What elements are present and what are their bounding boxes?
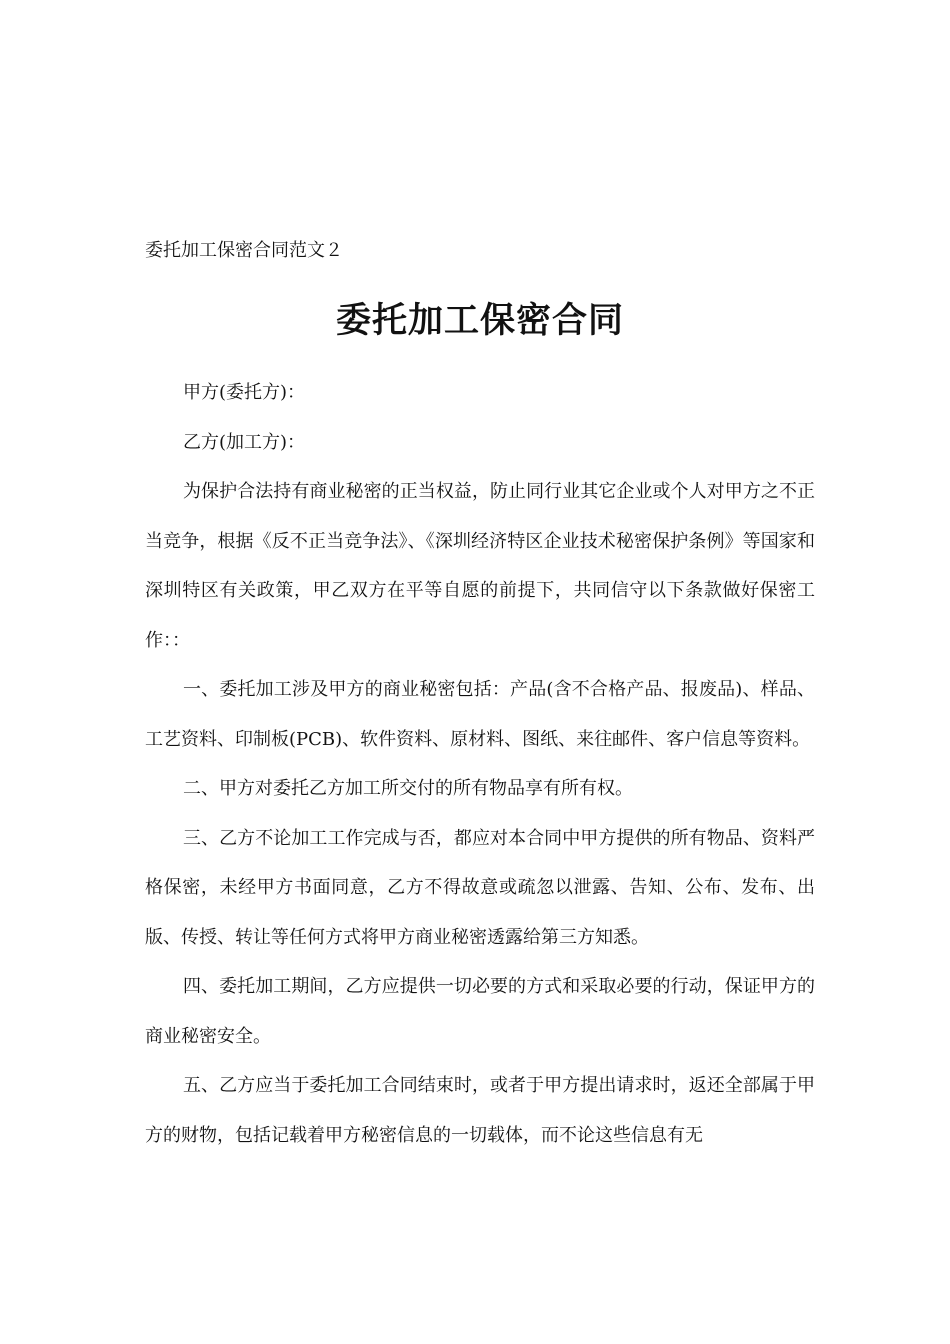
document-title: 委托加工保密合同 — [335, 300, 624, 341]
clause-1-paragraph: 一、委托加工涉及甲方的商业秘密包括：产品(含不合格产品、报废品)、样品、工艺资料、印制板(PCB)、软件资料、原材料、图纸、来往邮件、客户信息等资料。 — [145, 679, 815, 750]
party-a-line: 甲方(委托方)： — [183, 382, 306, 403]
party-b-line: 乙方(加工方)： — [183, 431, 306, 453]
preamble-paragraph: 为保护合法持有商业秘密的正当权益，防止同行业其它企业或个人对甲方之不正当竞争，根据《反不正当竞争法》、《深圳经济特区企业技术秘密保护条例》等国家和深圳特区有关政策，甲乙双方在平等自愿的前提下，共同信守以下条款做好保密工作：： — [145, 481, 815, 651]
clause-4-paragraph: 四、委托加工期间，乙方应提供一切必要的方式和采取必要的行动，保证甲方的商业秘密安全。 — [145, 976, 815, 1047]
document-body — [145, 368, 815, 1160]
clause-3-paragraph: 三、乙方不论加工工作完成与否，都应对本合同中甲方提供的所有物品、资料严格保密，未经甲方书面同意，乙方不得故意或疏忽以泄露、告知、公布、发布、出版、传授、转让等任何方式将甲方商业秘密透露给第三方知悉。 — [145, 827, 815, 948]
document-page — [145, 234, 815, 1160]
clause-2-paragraph: 二、甲方对委托乙方加工所交付的所有物品享有所有权。 — [183, 778, 633, 799]
clause-5-paragraph: 五、乙方应当于委托加工合同结束时，或者于甲方提出请求时，返还全部属于甲方的财物，包括记载着甲方秘密信息的一切载体，而不论这些信息有无 — [145, 1075, 815, 1146]
document-subtitle: 委托加工保密合同范文２ — [145, 240, 343, 261]
